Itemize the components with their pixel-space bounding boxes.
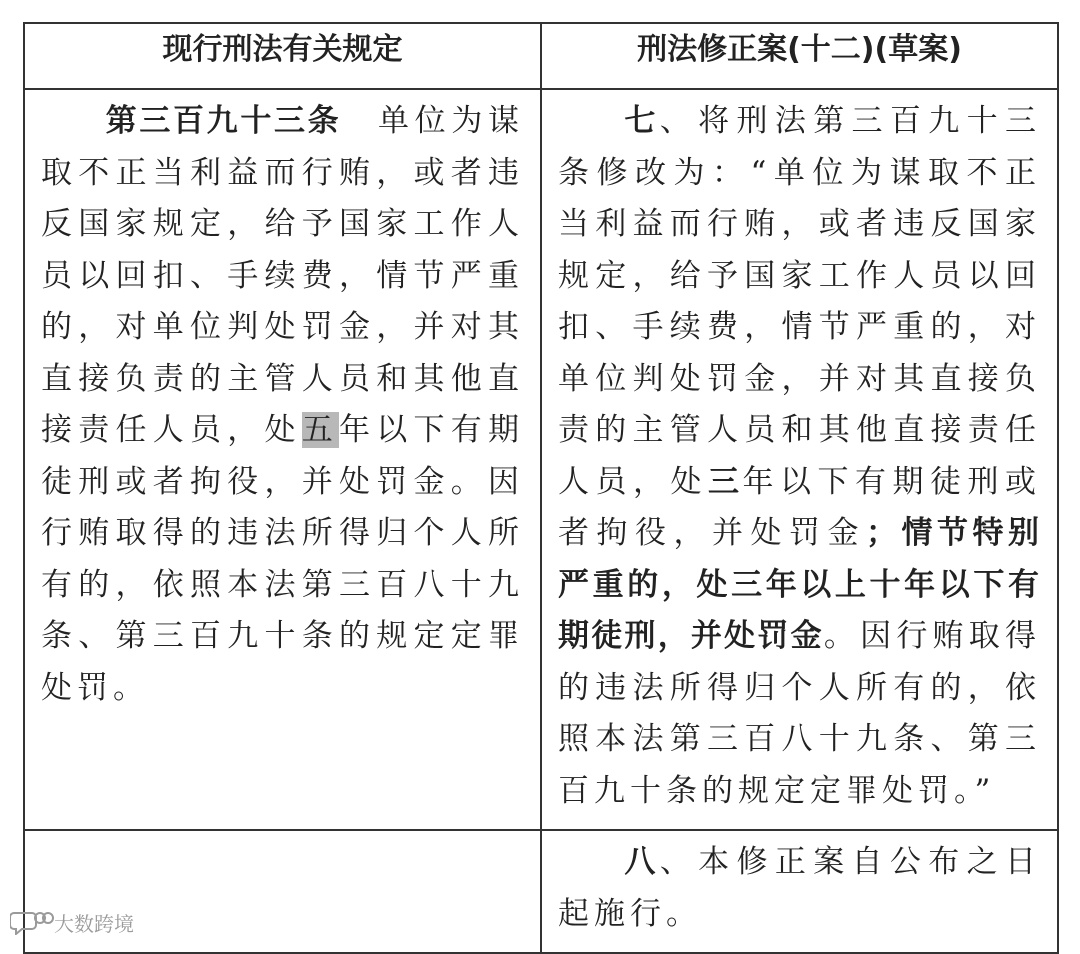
watermark-text: 大数跨境: [54, 911, 134, 936]
amendment-part2: 年以下有期徒刑或者拘役，并处罚金: [558, 463, 1041, 551]
effective-date-statement: 、本修正案自公布之日起施行。: [558, 844, 1042, 932]
speech-bubble-logo-icon: [10, 909, 54, 935]
header-current-law: 现行刑法有关规定: [24, 23, 541, 89]
header-row: [24, 23, 1058, 89]
effective-item-number: 八: [622, 844, 660, 880]
effective-date-row: [24, 830, 1058, 953]
current-law-cell: [24, 89, 541, 830]
amendment-changed-term: 三: [708, 463, 743, 500]
effective-date-text: [542, 831, 1057, 952]
comparison-table: [23, 22, 1059, 954]
highlighted-term: 五: [301, 412, 339, 448]
article-row: [24, 89, 1058, 830]
current-law-text: [25, 90, 540, 726]
watermark: [10, 906, 134, 938]
amendment-item-number: 七: [622, 103, 660, 139]
current-law-part2: 年以下有期徒刑或者拘役，并处罚金。因行贿取得的违法所得归个人所有的，依照本法第三百八十九条、第三百九十条的规定定罪处罚。: [41, 412, 524, 706]
amendment-part1: 、将刑法第三百九十三条修改为：“单位为谋取不正当利益而行贿，或者违反国家规定，给予国家工作人员以回扣、手续费，情节严重的，对单位判处罚金，并对其直接负责的主管人员和其他直接责任人员，处: [558, 103, 1042, 500]
amendment-added-clause: ；情节特别严重的，处三年以上十年以下有期徒刑，并处罚金: [558, 515, 1041, 654]
article-number: 第三百九十三条: [105, 103, 342, 139]
header-amendment-draft: 刑法修正案(十二)(草案): [541, 23, 1058, 89]
amendment-part3: 。因行贿取得的违法所得归个人所有的，依照本法第三百八十九条、第三百九十条的规定定罪处罚。”: [558, 618, 1042, 809]
current-law-part1: 单位为谋取不正当利益而行贿，或者违反国家规定，给予国家工作人员以回扣、手续费，情节严重的，对单位判处罚金，并对其直接负责的主管人员和其他直接责任人员，处: [41, 103, 525, 448]
amendment-text: [542, 90, 1057, 829]
effective-date-cell: [541, 830, 1058, 953]
amendment-cell: [541, 89, 1058, 830]
